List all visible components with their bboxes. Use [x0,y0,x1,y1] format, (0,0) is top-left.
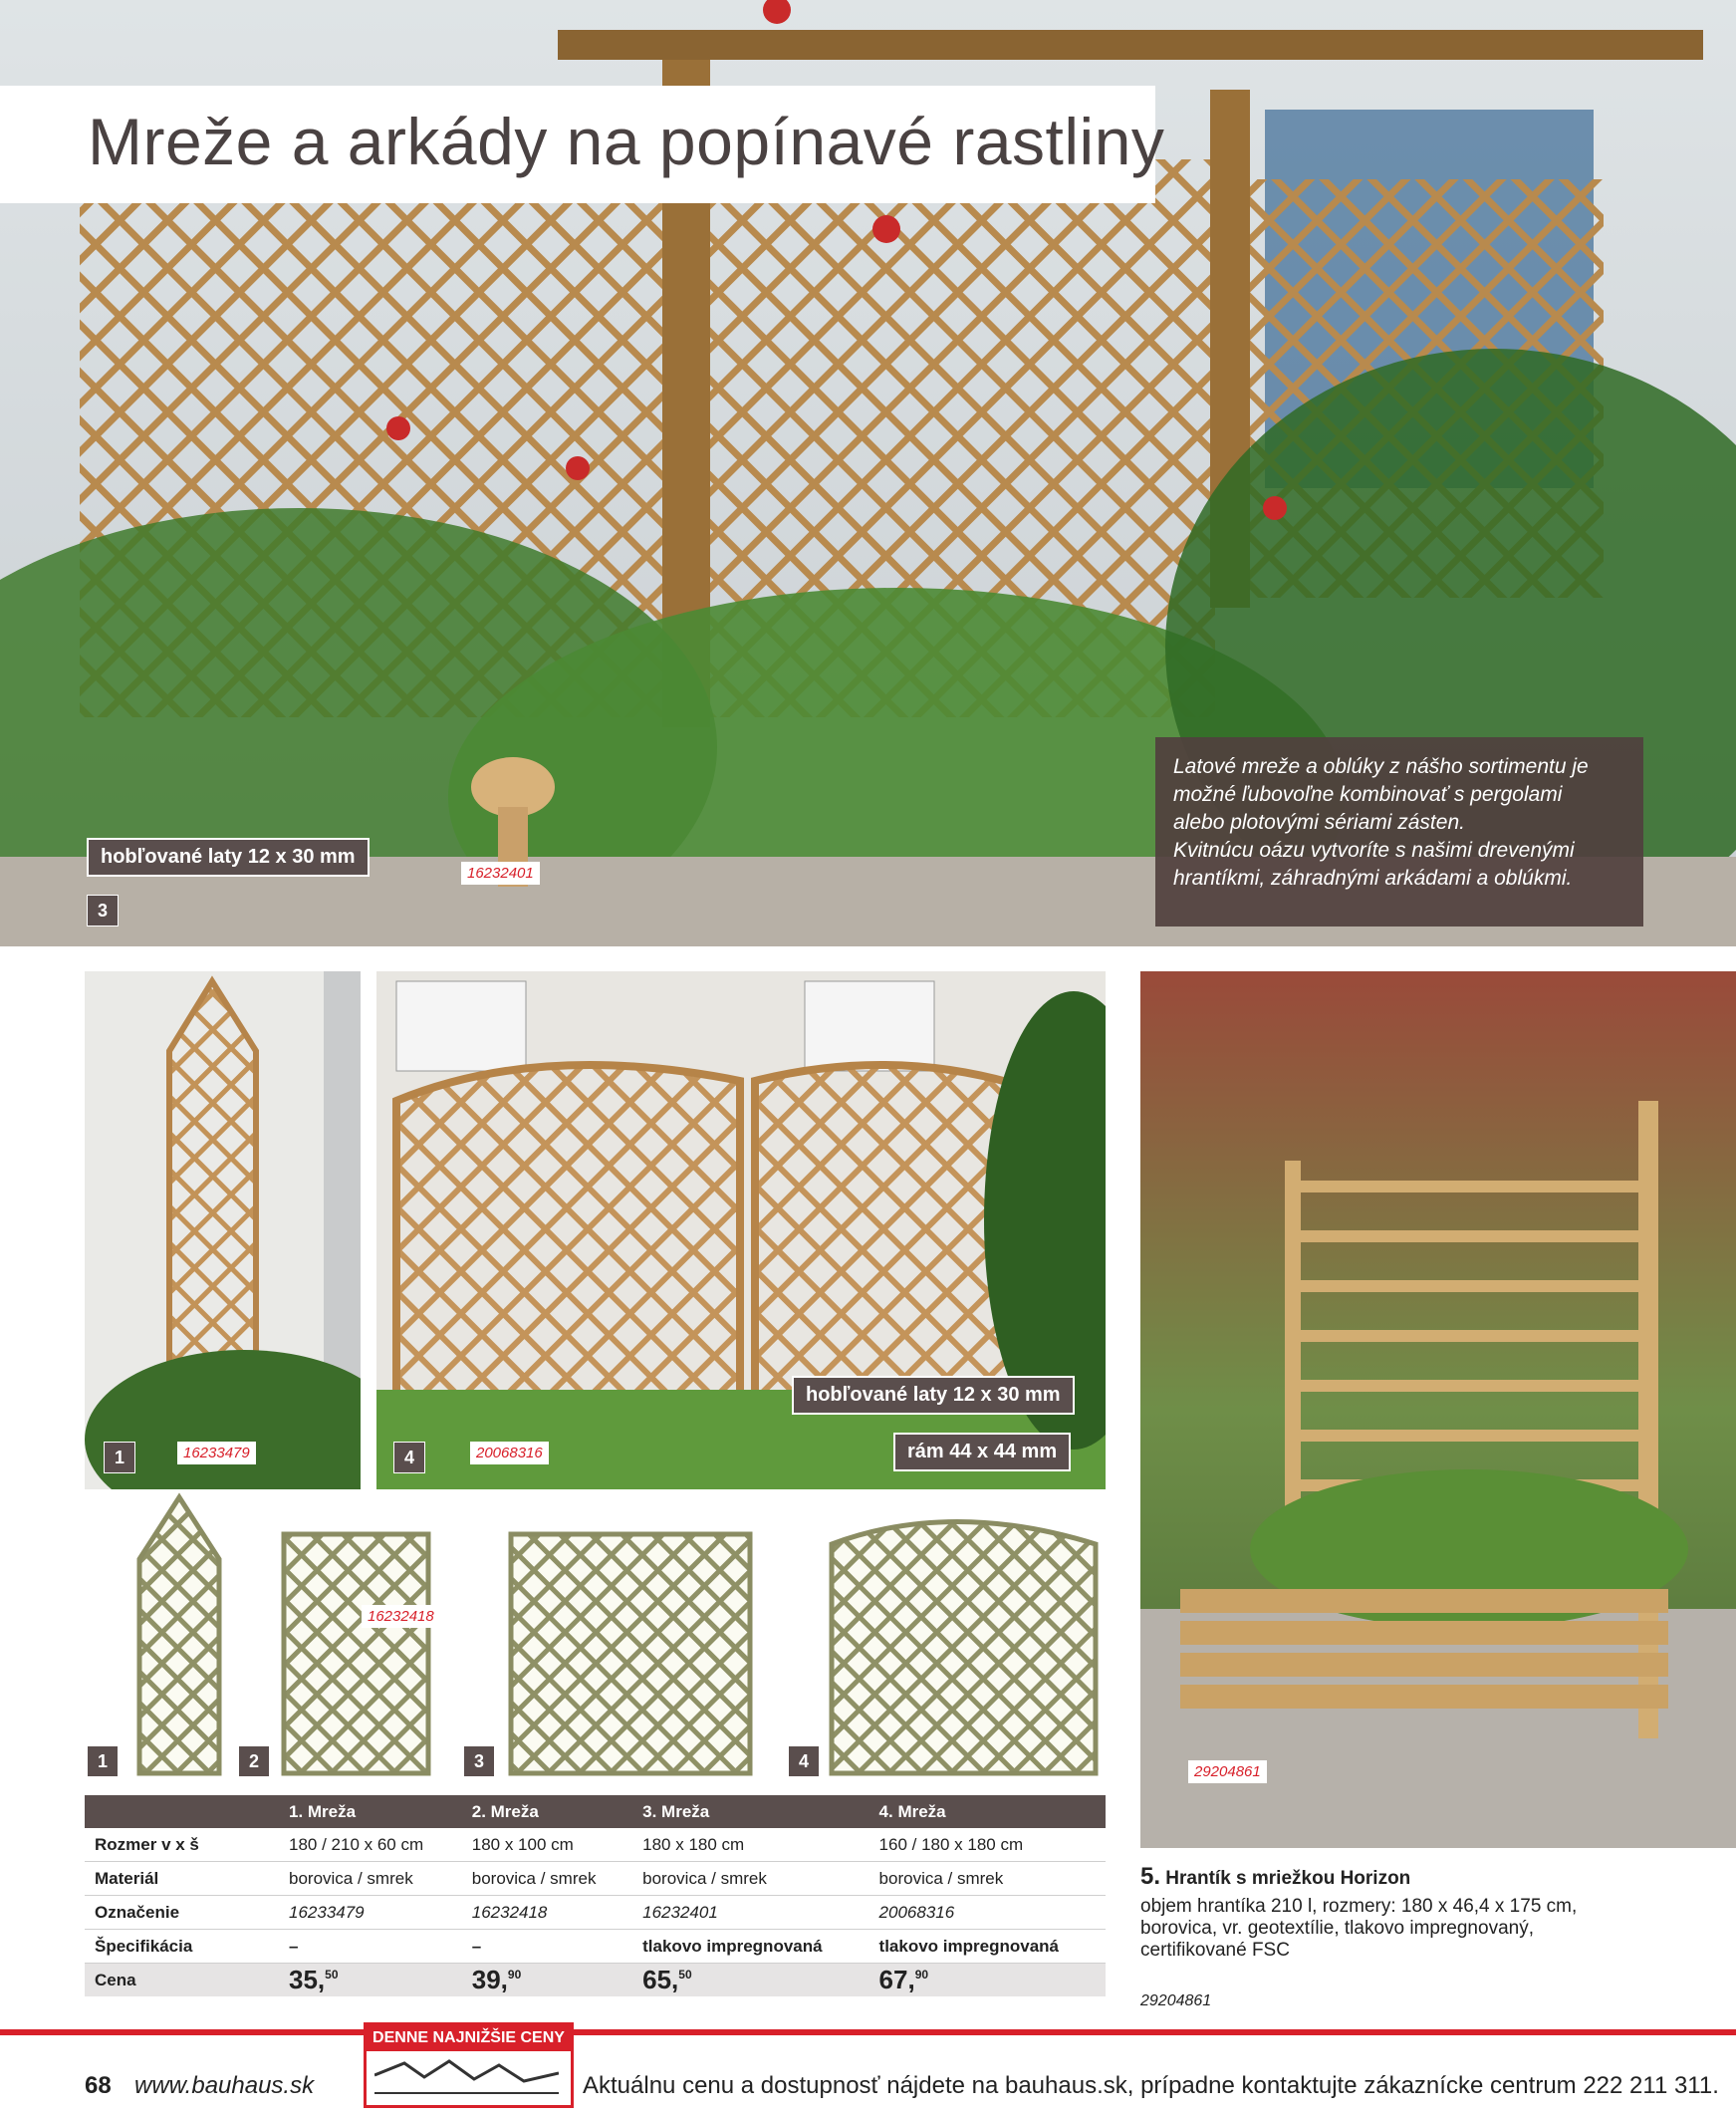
photo-product-5 [1140,971,1736,1848]
table-header-cell [85,1795,279,1828]
table-cell: borovica / smrek [632,1862,868,1896]
photo-4-number: 4 [393,1442,425,1473]
table-cell: 16233479 [279,1896,462,1930]
photo-product-1 [85,971,361,1489]
footer-url[interactable]: www.bauhaus.sk [134,2072,315,2099]
table-cell: borovica / smrek [279,1862,462,1896]
table-row [85,1930,1106,1964]
hero-laths-label: hobľované laty 12 x 30 mm [87,838,370,877]
footer-notice: Aktuálnu cenu a dostupnosť nájdete na bauhaus.sk, prípadne kontaktujte zákaznícke centrum 222 211 311. [583,2072,1719,2099]
drawing-2-number: 2 [238,1745,270,1777]
table-row [85,1828,1106,1862]
photo-1-number: 1 [104,1442,135,1473]
trellis-drawings [85,1489,1120,1783]
product-5-name: Hrantík s mriežkou Horizon [1165,1868,1411,1889]
table-header-cell: 2. Mreža [462,1795,632,1828]
table-cell: tlakovo impregnovaná [869,1930,1106,1964]
product-5-description: objem hrantíka 210 l, rozmery: 180 x 46,4 x 175 cm, borovica, vr. geotextílie, tlakovo impregnovaný, certifikované FSC [1140,1896,1578,1961]
table-cell: – [279,1930,462,1964]
product-5-title [1140,1863,1410,1891]
drawing-2-code: 16232418 [362,1605,440,1628]
photo-5-image [1140,971,1736,1848]
price-cell [279,1964,462,1997]
table-row [85,1896,1106,1930]
photo-1-code: 16233479 [177,1442,256,1464]
table-header-row [85,1795,1106,1828]
table-cell: tlakovo impregnovaná [632,1930,868,1964]
table-cell: 16232418 [462,1896,632,1930]
photo-1-image [85,971,361,1489]
price-main: 65, [642,1965,679,1994]
price-main: 35, [289,1965,326,1994]
page-number: 68 [85,2072,112,2099]
photo-4-frame-label: rám 44 x 44 mm [893,1433,1071,1471]
table-header-cell: 3. Mreža [632,1795,868,1828]
table-cell: borovica / smrek [462,1862,632,1896]
lowest-price-badge [364,2022,574,2108]
price-cents: 50 [678,1968,692,1982]
table-cell: 180 / 210 x 60 cm [279,1828,462,1862]
drawing-trellis-4 [832,1522,1096,1774]
table-cell: 160 / 180 x 180 cm [869,1828,1106,1862]
row-label: Označenie [85,1896,279,1930]
price-cents: 50 [325,1968,339,1982]
caption-line: alebo plotovými sériami zásten. [1173,811,1465,834]
table-cell: 16232401 [632,1896,868,1930]
table-row [85,1862,1106,1896]
price-main: 67, [878,1965,915,1994]
table-cell: 20068316 [869,1896,1106,1930]
product-comparison-table [85,1795,1106,1996]
product-5-number: 5. [1140,1863,1161,1890]
price-cell [462,1964,632,1997]
lowest-price-badge-title: DENNE NAJNIŽŠIE CENY [367,2025,571,2051]
table-price-row [85,1964,1106,1997]
photo-4-laths-label: hobľované laty 12 x 30 mm [792,1376,1075,1415]
drawing-4-number: 4 [788,1745,820,1777]
drawing-3-number: 3 [463,1745,495,1777]
photo-5-code: 29204861 [1188,1760,1267,1783]
drawing-trellis-1 [139,1497,219,1773]
caption-line: Latové mreže a oblúky z nášho sortimentu je [1173,755,1589,778]
hero-product-code: 16232401 [461,862,540,885]
hero-caption [1155,737,1643,926]
table-cell: 180 x 100 cm [462,1828,632,1862]
table-header-cell: 1. Mreža [279,1795,462,1828]
caption-line: hrantíkmi, záhradnými arkádami a oblúkmi. [1173,867,1573,890]
footer-divider [0,2029,1736,2035]
row-label: Cena [85,1964,279,1997]
row-label: Materiál [85,1862,279,1896]
table-header-cell: 4. Mreža [869,1795,1106,1828]
caption-line: možné ľubovoľne kombinovať s pergolami [1173,783,1563,806]
photo-4-code: 20068316 [470,1442,549,1464]
hero-number-badge: 3 [87,895,119,926]
price-cents: 90 [914,1968,929,1982]
row-label: Rozmer v x š [85,1828,279,1862]
drawing-1-number: 1 [87,1745,119,1777]
price-cell [869,1964,1106,1997]
table-cell: 180 x 180 cm [632,1828,868,1862]
price-zigzag-icon [374,2055,559,2099]
price-cell [632,1964,868,1997]
table-cell: – [462,1930,632,1964]
price-cents: 90 [507,1968,522,1982]
product-5-code: 29204861 [1140,1992,1212,2009]
caption-line: Kvitnúcu oázu vytvoríte s našimi drevenými [1173,839,1575,862]
page-title: Mreže a arkády na popínavé rastliny [88,105,1165,178]
price-main: 39, [471,1965,508,1994]
drawing-trellis-3 [511,1534,750,1773]
drawing-trellis-2 [284,1534,428,1773]
table-cell: borovica / smrek [869,1862,1106,1896]
row-label: Špecifikácia [85,1930,279,1964]
